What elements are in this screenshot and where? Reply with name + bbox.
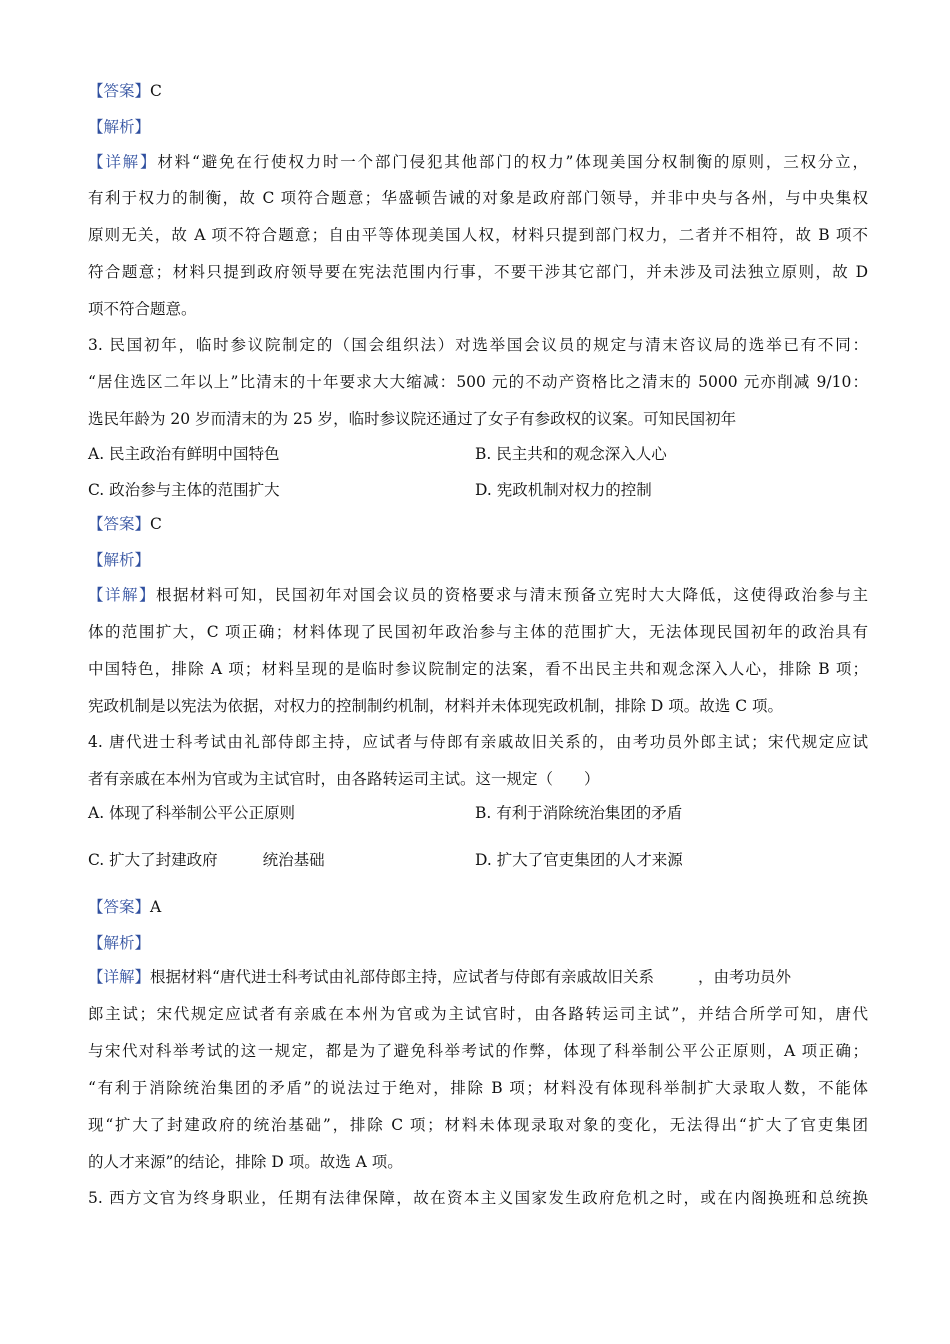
q4-detail-line-3: 与宋代对科举考试的这一规定，都是为了避免科举考试的作弊，体现了科举制公平公正原则，A 项正确； [88, 1042, 868, 1060]
q2-answer: C [150, 82, 162, 100]
detail-tag: 【详解】 [88, 153, 158, 171]
q3-option-d: D. 宪政机制对权力的控制 [475, 481, 652, 499]
q4-option-d: D. 扩大了官吏集团的人才来源 [475, 851, 683, 869]
q3-option-c: C. 政治参与主体的范围扩大 [88, 481, 280, 499]
q3-stem-line-2: “居住选区二年以上”比清末的十年要求大大缩减：500 元的不动产资格比之清末的 5000 元亦削减 9/10： [88, 373, 868, 391]
q2-answer-line [88, 80, 868, 102]
q3-answer-line: 【答案】C [88, 515, 162, 533]
q3-stem-line-1: 3. 民国初年，临时参议院制定的（国会组织法）对选举国会议员的规定与清末咨议局的选举已有不同： [88, 336, 868, 354]
q3-detail-line-1: 【详解】根据材料可知，民国初年对国会议员的资格要求与清末预备立宪时大大降低，这使得政治参与主 [88, 586, 868, 604]
q3-detail-line-2: 体的范围扩大，C 项正确；材料体现了民国初年政治参与主体的范围扩大，无法体现民国初年的政治具有 [88, 623, 868, 641]
answer-tag: 【答案】 [88, 82, 151, 100]
q3-answer: C [150, 515, 162, 533]
q4-detail-line-6: 的人才来源”的结论，排除 D 项。故选 A 项。 [88, 1153, 403, 1171]
q4-detail-line-5: 现“扩大了封建政府的统治基础”，排除 C 项；材料未体现录取对象的变化，无法得出“扩大了官吏集团 [88, 1116, 868, 1134]
q3-option-b: B. 民主共和的观念深入人心 [475, 445, 667, 463]
q4-answer-line: 【答案】A [88, 898, 162, 916]
q5-stem-line-1: 5. 西方文官为终身职业，任期有法律保障，故在资本主义国家发生政府危机之时，或在内阁换班和总统换 [88, 1189, 868, 1207]
q2-analysis-tag: 【解析】 [88, 118, 151, 136]
q3-analysis-tag: 【解析】 [88, 551, 151, 569]
q2-detail-line-4: 符合题意；材料只提到政府领导要在宪法范围内行事，不要干涉其它部门，并未涉及司法独立原则，故 D [88, 263, 868, 281]
q4-detail-line-2: 郎主试；宋代规定应试者有亲戚在本州为官或为主试官时，由各路转运司主试”，并结合所学可知，唐代 [88, 1005, 868, 1023]
q2-detail-line-1: 【详解】材料“避免在行使权力时一个部门侵犯其他部门的权力”体现美国分权制衡的原则，三权分立， [88, 153, 868, 171]
q3-stem-line-3: 选民年龄为 20 岁而清末的为 25 岁，临时参议院还通过了女子有参政权的议案。可知民国初年 [88, 410, 737, 428]
q3-detail-line-4: 宪政机制是以宪法为依据，对权力的控制制约机制，材料并未体现宪政机制，排除 D 项。故选 C 项。 [88, 697, 783, 715]
q4-detail-line-1: 【详解】根据材料“唐代进士科考试由礼部侍郎主持，应试者与侍郎有亲戚故旧关系 ，由考功员外 [88, 968, 791, 986]
q2-detail-line-3: 原则无关，故 A 项不符合题意；自由平等体现美国人权，材料只提到部门权力，二者并不相符，故 B 项不 [88, 226, 868, 244]
q4-stem-line-1: 4. 唐代进士科考试由礼部侍郎主持，应试者与侍郎有亲戚故旧关系的，由考功员外郎主试；宋代规定应试 [88, 733, 868, 751]
q4-detail-line-4: “有利于消除统治集团的矛盾”的说法过于绝对，排除 B 项；材料没有体现科举制扩大录取人数，不能体 [88, 1079, 868, 1097]
q2-detail-line-2: 有利于权力的制衡，故 C 项符合题意；华盛顿告诫的对象是政府部门领导，并非中央与各州，与中央集权 [88, 189, 868, 207]
q4-option-b: B. 有利于消除统治集团的矛盾 [475, 804, 683, 822]
q3-option-a: A. 民主政治有鲜明中国特色 [88, 445, 280, 463]
q4-option-a: A. 体现了科举制公平公正原则 [88, 804, 296, 822]
q3-detail-line-3: 中国特色，排除 A 项；材料呈现的是临时参议院制定的法案，看不出民主共和观念深入人心，排除 B 项； [88, 660, 868, 678]
q4-option-c: C. 扩大了封建政府 统治基础 [88, 851, 325, 869]
q2-detail-line-5: 项不符合题意。 [88, 300, 197, 318]
q4-stem-line-2: 者有亲戚在本州为官或为主试官时，由各路转运司主试。这一规定（ ） [88, 770, 600, 788]
q4-analysis-tag: 【解析】 [88, 934, 151, 952]
q4-answer: A [150, 898, 162, 916]
